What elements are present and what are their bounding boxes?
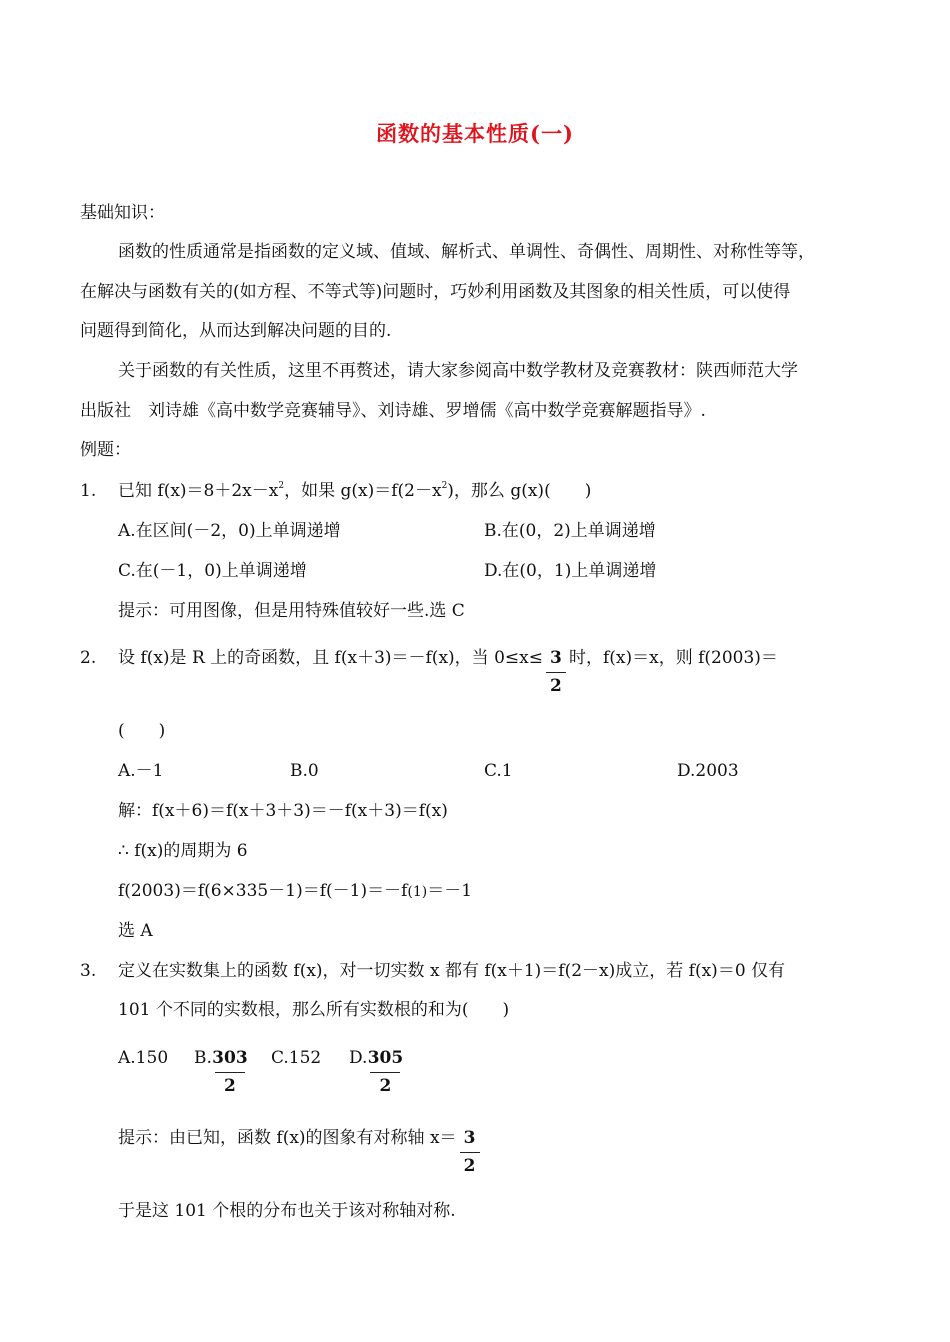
paragraph-2-line-1: 关于函数的有关性质，这里不再赘述，请大家参阅高中数学教材及竞赛教材：陕西师范大学 [118, 361, 798, 381]
question-3-stem-line-1: 定义在实数集上的函数 f(x)，对一切实数 x 都有 f(x＋1)＝f(2－x)成立，若 f(x)＝0 仅有 [118, 961, 786, 981]
q1-stem-part-a: 已知 f(x)＝8＋2x－x [118, 481, 279, 501]
q2-fraction-numerator: 3 [550, 648, 562, 668]
question-2-solution-1: 解：f(x＋6)＝f(x＋3＋3)＝－f(x＋3)＝f(x) [118, 801, 448, 821]
q3-option-d-denominator: 2 [379, 1076, 392, 1096]
q2-sol3-part-b: (1) [407, 884, 428, 900]
q1-superscript-2: 2 [441, 481, 448, 491]
question-3-option-b [194, 1046, 248, 1096]
q2-stem-part-a: 设 f(x)是 R 上的奇函数，且 f(x＋3)＝－f(x)，当 0≤x≤ [118, 648, 543, 668]
q1-stem-part-c: )，那么 g(x)( ) [447, 481, 592, 501]
question-2-solution-3 [118, 879, 472, 904]
paragraph-1-line-2: 在解决与函数有关的(如方程、不等式等)问题时，巧妙利用函数及其图象的相关性质，可以使得 [80, 282, 791, 302]
question-1-stem [118, 479, 591, 503]
paragraph-2-line-2: 出版社 刘诗雄《高中数学竞赛辅导》、刘诗雄、罗增儒《高中数学竞赛解题指导》. [80, 401, 706, 421]
question-3-number: 3. [80, 961, 97, 981]
q3-hint1-numerator: 3 [463, 1128, 476, 1148]
q3-hint1-bar [460, 1152, 480, 1153]
question-2-stem [118, 646, 778, 696]
q3-hint1-fraction [457, 1126, 483, 1176]
basics-heading: 基础知识： [80, 203, 165, 223]
question-2-number: 2. [80, 648, 97, 668]
q3-option-d-label: D. [349, 1048, 368, 1068]
paragraph-1-line-3: 问题得到简化，从而达到解决问题的目的. [80, 321, 392, 341]
q3-hint1-denominator: 2 [463, 1156, 476, 1176]
q3-option-b-numerator: 303 [212, 1048, 248, 1068]
question-2-option-c: C.1 [484, 761, 513, 781]
question-1-number: 1. [80, 481, 97, 501]
question-2-option-d: D.2003 [677, 761, 739, 781]
q2-fraction [543, 646, 569, 696]
q3-option-b-label: B. [194, 1048, 212, 1068]
q3-option-d-fraction [367, 1046, 404, 1096]
q2-stem-part-b: 时，f(x)＝x，则 f(2003)＝ [568, 648, 778, 668]
q3-option-b-bar [215, 1072, 245, 1073]
page-title: 函数的基本性质(一) [376, 121, 574, 146]
question-1-option-c: C.在(－1，0)上单调递增 [118, 561, 307, 581]
q2-fraction-bar [546, 672, 566, 673]
question-2-paren: ( ) [118, 721, 166, 741]
question-1-hint: 提示：可用图像，但是用特殊值较好一些.选 C [118, 601, 465, 621]
q3-option-d-bar [370, 1072, 400, 1073]
question-3-hint-1 [118, 1126, 483, 1176]
q2-fraction-denominator: 2 [550, 676, 562, 696]
question-1-option-b: B.在(0，2)上单调递增 [484, 521, 656, 541]
question-3-option-c: C.152 [271, 1048, 322, 1068]
question-3-stem-line-2: 101 个不同的实数根，那么所有实数根的和为( ) [118, 1000, 510, 1020]
examples-heading: 例题： [80, 440, 131, 460]
question-2-option-a: A.－1 [118, 761, 164, 781]
q3-option-d-numerator: 305 [367, 1048, 404, 1068]
question-2-solution-4: 选 A [118, 921, 153, 941]
question-2-solution-2: ∴ f(x)的周期为 6 [118, 841, 248, 861]
question-3-option-a: A.150 [118, 1048, 169, 1068]
q3-option-b-fraction [212, 1046, 248, 1096]
question-1-option-a: A.在区间(－2，0)上单调递增 [118, 521, 341, 541]
paragraph-1-line-1: 函数的性质通常是指函数的定义域、值域、解析式、单调性、奇偶性、周期性、对称性等等， [118, 242, 815, 262]
q1-superscript-1: 2 [278, 481, 285, 491]
q3-hint1-text: 提示：由已知，函数 f(x)的图象有对称轴 x＝ [118, 1128, 457, 1148]
question-2-option-b: B.0 [290, 761, 319, 781]
question-3-hint-2: 于是这 101 个根的分布也关于该对称轴对称. [118, 1201, 456, 1221]
q2-sol3-part-c: ＝－1 [427, 881, 473, 901]
question-1-option-d: D.在(0，1)上单调递增 [484, 561, 657, 581]
q2-sol3-part-a: f(2003)＝f(6×335－1)＝f(－1)＝－f [118, 881, 408, 901]
q3-option-b-denominator: 2 [223, 1076, 236, 1096]
q1-stem-part-b: ，如果 g(x)＝f(2－x [284, 481, 442, 501]
question-3-option-d [349, 1046, 404, 1096]
